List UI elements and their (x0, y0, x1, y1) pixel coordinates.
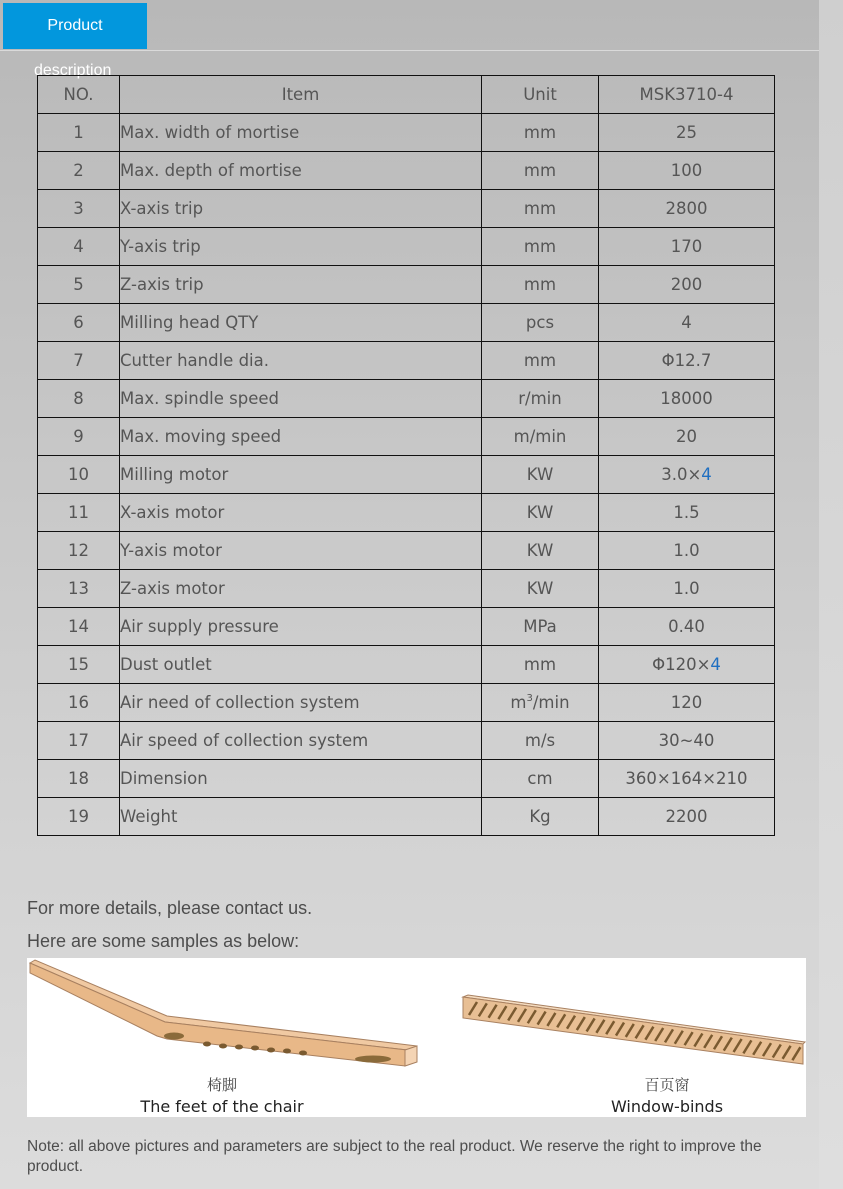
cell-unit (482, 532, 599, 570)
value-text: 2200 (665, 807, 708, 826)
table-row (38, 418, 775, 456)
contact-text: For more details, please contact us. (27, 898, 313, 918)
header-no: NO. (38, 76, 120, 114)
tab-label-overflow: description (34, 62, 112, 79)
cell-value (599, 114, 775, 152)
value-text: 0.40 (668, 617, 705, 636)
cell-value (599, 190, 775, 228)
cell-unit (482, 570, 599, 608)
cell-no: 5 (38, 266, 120, 304)
value-text: 120 (670, 693, 703, 712)
cell-no: 10 (38, 456, 120, 494)
cell-value (599, 798, 775, 836)
cell-no: 12 (38, 532, 120, 570)
cell-unit (482, 418, 599, 456)
table-row (38, 456, 775, 494)
cell-unit (482, 608, 599, 646)
value-text: 2800 (665, 199, 708, 218)
value-text: Φ120× (652, 655, 711, 674)
cell-value (599, 608, 775, 646)
table-row (38, 342, 775, 380)
table-row (38, 304, 775, 342)
cell-unit (482, 114, 599, 152)
cell-value (599, 228, 775, 266)
chair-feet-caption-en: The feet of the chair (140, 1097, 304, 1116)
cell-value (599, 266, 775, 304)
unit-superscript: 3 (526, 693, 533, 704)
unit-text: mm (523, 123, 557, 142)
table-row (38, 114, 775, 152)
unit-base: m (510, 693, 527, 712)
value-text: 4 (681, 313, 692, 332)
table-row (38, 646, 775, 684)
cell-no: 13 (38, 570, 120, 608)
cell-value (599, 760, 775, 798)
cell-item: Z-axis motor (120, 570, 482, 608)
header-item: Item (120, 76, 482, 114)
disclaimer-note: Note: all above pictures and parameters are subject to the real product. We reserve the right to improve the product. (27, 1138, 762, 1175)
tab-product-description[interactable] (3, 3, 147, 49)
cell-value (599, 380, 775, 418)
unit-text: KW (526, 579, 554, 598)
unit-text: KW (526, 503, 554, 522)
cell-item: Dust outlet (120, 646, 482, 684)
cell-unit (482, 722, 599, 760)
unit-text: mm (523, 161, 557, 180)
table-row (38, 798, 775, 836)
cell-item: X-axis motor (120, 494, 482, 532)
unit-suffix: /min (532, 693, 570, 712)
cell-item: Air need of collection system (120, 684, 482, 722)
table-row (38, 152, 775, 190)
cell-no: 2 (38, 152, 120, 190)
cell-value (599, 570, 775, 608)
cell-value (599, 494, 775, 532)
value-text: 360×164×210 (625, 769, 748, 788)
value-text: 1.0 (673, 579, 700, 598)
unit-text: m/min (513, 427, 567, 446)
table-row (38, 760, 775, 798)
cell-item: Cutter handle dia. (120, 342, 482, 380)
value-multiplier: 4 (710, 655, 721, 674)
unit-text: mm (523, 199, 557, 218)
cell-no: 18 (38, 760, 120, 798)
cell-no: 1 (38, 114, 120, 152)
cell-no: 11 (38, 494, 120, 532)
cell-unit (482, 342, 599, 380)
unit-text: mm (523, 237, 557, 256)
cell-unit (482, 304, 599, 342)
samples-image (27, 958, 806, 1117)
cell-item: Y-axis motor (120, 532, 482, 570)
table-row (38, 532, 775, 570)
unit-text: m/s (524, 731, 556, 750)
cell-no: 9 (38, 418, 120, 456)
unit-text: KW (526, 465, 554, 484)
table-row (38, 494, 775, 532)
cell-item: Weight (120, 798, 482, 836)
cell-unit (482, 380, 599, 418)
cell-unit (482, 798, 599, 836)
cell-unit (482, 760, 599, 798)
cell-value (599, 456, 775, 494)
value-text: 1.5 (673, 503, 700, 522)
value-text: 18000 (660, 389, 713, 408)
value-text: 170 (670, 237, 703, 256)
cell-unit (482, 456, 599, 494)
header-unit: Unit (482, 76, 599, 114)
cell-item: Max. moving speed (120, 418, 482, 456)
unit-text: MPa (523, 617, 557, 636)
cell-value (599, 418, 775, 456)
cell-item: Dimension (120, 760, 482, 798)
window-binds-caption-en: Window-binds (610, 1097, 724, 1116)
cell-no: 3 (38, 190, 120, 228)
table-row (38, 380, 775, 418)
table-row (38, 608, 775, 646)
value-text: 3.0× (661, 465, 702, 484)
tab-divider (0, 50, 819, 51)
cell-value (599, 152, 775, 190)
cell-no: 19 (38, 798, 120, 836)
cell-item: Milling motor (120, 456, 482, 494)
cell-value (599, 304, 775, 342)
header-model: MSK3710-4 (599, 76, 775, 114)
cell-unit (482, 228, 599, 266)
cell-item: Milling head QTY (120, 304, 482, 342)
cell-no: 6 (38, 304, 120, 342)
unit-text: KW (526, 541, 554, 560)
cell-value (599, 684, 775, 722)
value-text: 1.0 (673, 541, 700, 560)
cell-unit (482, 494, 599, 532)
value-text: 100 (670, 161, 703, 180)
page-margin (819, 0, 843, 1189)
cell-no: 14 (38, 608, 120, 646)
table-row (38, 570, 775, 608)
value-text: 200 (670, 275, 703, 294)
value-text: Φ12.7 (661, 351, 712, 370)
unit-text: pcs (525, 313, 555, 332)
cell-unit (482, 152, 599, 190)
cell-no: 17 (38, 722, 120, 760)
table-row (38, 190, 775, 228)
cell-item: X-axis trip (120, 190, 482, 228)
cell-value (599, 532, 775, 570)
cell-no: 7 (38, 342, 120, 380)
unit-text: mm (523, 655, 557, 674)
sample-chair-feet (27, 958, 427, 1117)
cell-item: Air speed of collection system (120, 722, 482, 760)
value-multiplier: 4 (701, 465, 712, 484)
value-text: 25 (676, 123, 697, 142)
chair-feet-caption-cn: 椅脚 (206, 1076, 237, 1094)
cell-unit (482, 684, 599, 722)
cell-value (599, 646, 775, 684)
spec-table (37, 75, 775, 836)
cell-unit (482, 190, 599, 228)
samples-intro: Here are some samples as below: (27, 931, 300, 951)
unit-text: cm (527, 769, 553, 788)
unit-text: mm (523, 351, 557, 370)
unit-text: r/min (518, 389, 562, 408)
cell-no: 15 (38, 646, 120, 684)
cell-no: 16 (38, 684, 120, 722)
table-header-row (38, 76, 775, 114)
cell-item: Max. depth of mortise (120, 152, 482, 190)
window-binds-caption-cn: 百页窗 (644, 1076, 690, 1094)
cell-no: 8 (38, 380, 120, 418)
tab-label: Product (47, 17, 103, 34)
sample-window-binds (457, 958, 806, 1117)
cell-unit (482, 266, 599, 304)
cell-item: Z-axis trip (120, 266, 482, 304)
cell-value (599, 342, 775, 380)
cell-value (599, 722, 775, 760)
value-text: 20 (676, 427, 697, 446)
cell-item: Max. spindle speed (120, 380, 482, 418)
cell-item: Y-axis trip (120, 228, 482, 266)
cell-no: 4 (38, 228, 120, 266)
table-row (38, 228, 775, 266)
table-row (38, 684, 775, 722)
table-row (38, 722, 775, 760)
unit-text: Kg (529, 807, 551, 826)
cell-item: Max. width of mortise (120, 114, 482, 152)
table-row (38, 266, 775, 304)
value-text: 30~40 (658, 731, 715, 750)
cell-unit (482, 646, 599, 684)
unit-text: mm (523, 275, 557, 294)
cell-item: Air supply pressure (120, 608, 482, 646)
